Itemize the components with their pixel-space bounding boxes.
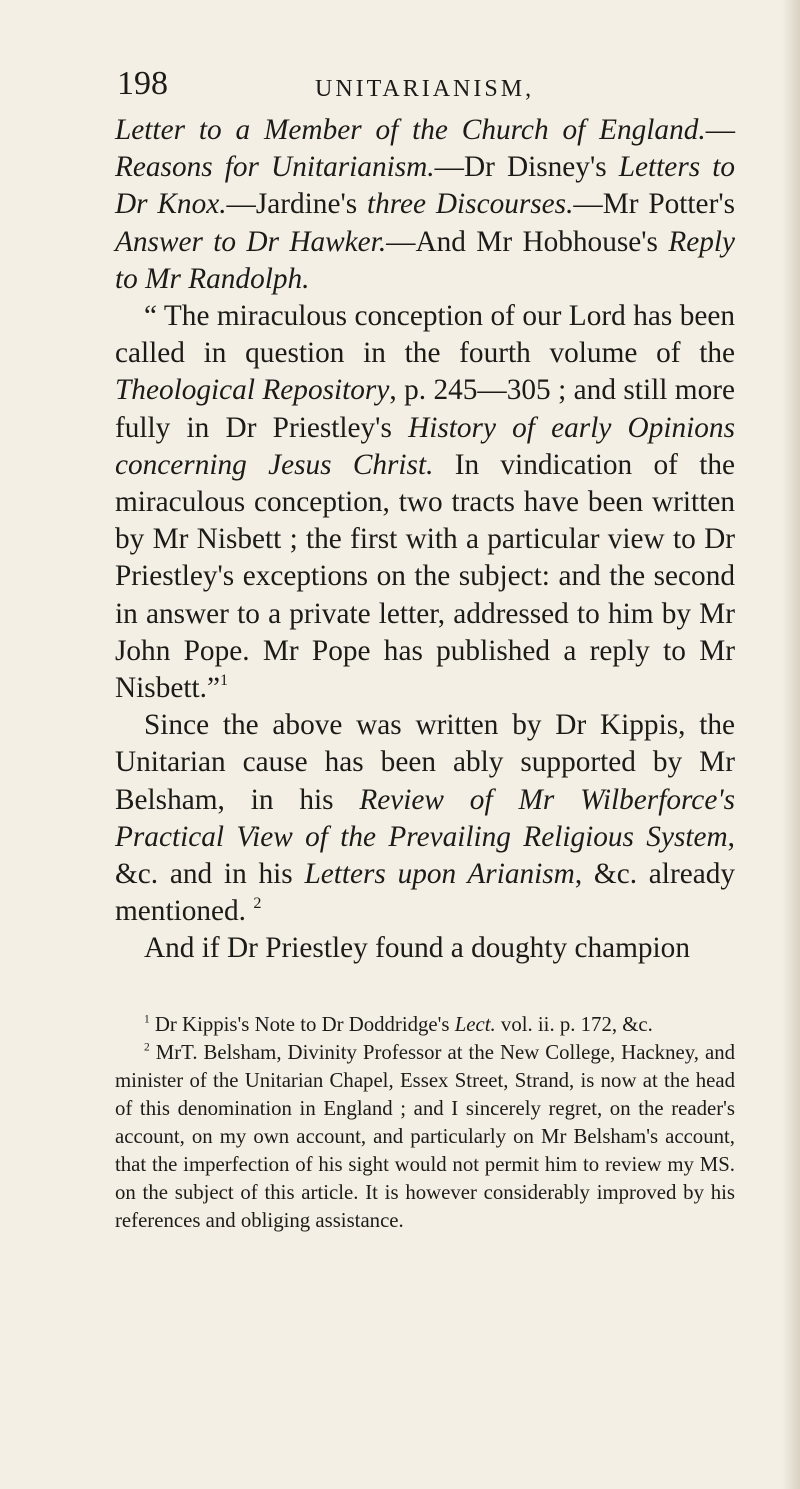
text-run: In vindication of the miraculous conception, two tracts have been written by Mr Nisbett ; the first with a particular view to Dr Priestley's exceptions on the subject: and the second in answer to a private letter, addressed to him by Mr John Pope. Mr Pope has published a reply to Mr Nisbett.” bbox=[115, 448, 735, 705]
work-title: Review of Mr Wilberforce's Practical View of the Prevailing Religious System bbox=[115, 783, 735, 853]
work-title: Reply to Mr Randolph. bbox=[115, 225, 736, 295]
text-run: —Jardine's bbox=[226, 188, 367, 221]
work-title: Lect. bbox=[454, 1013, 496, 1036]
footnote-mark-2: 2 bbox=[144, 1041, 150, 1054]
text-run: Dr Kippis's Note to Dr Doddridge's bbox=[149, 1013, 455, 1036]
running-head: UNITARIANISM, bbox=[315, 76, 535, 102]
footnote-ref-2: 2 bbox=[253, 895, 262, 913]
page-header bbox=[117, 66, 737, 106]
text-run: “ The miraculous conception of our Lord has been called in question in the fourth volume of the bbox=[115, 300, 735, 370]
text-run: vol. ii. p. 172, &c. bbox=[495, 1013, 653, 1036]
page-number: 198 bbox=[117, 65, 168, 102]
work-title: three Discourses. bbox=[366, 188, 574, 221]
work-title: History of early Opinions concerning Jesus Christ. bbox=[115, 411, 735, 481]
text-run: , &c. and in his bbox=[115, 820, 735, 891]
paragraph-belsham bbox=[115, 707, 735, 930]
paragraph-list-of-works bbox=[115, 112, 735, 298]
page-edge-shadow bbox=[782, 0, 800, 1489]
work-title: Theological Repository bbox=[115, 374, 390, 407]
text-run: , &c. already mentioned. bbox=[115, 858, 736, 928]
work-title: Letter to a Member of the Church of England. bbox=[115, 114, 706, 146]
text-run: — bbox=[705, 114, 735, 146]
work-title: Letters upon Arianism bbox=[304, 858, 575, 891]
text-run: MrT. Belsham, Divinity Professor at the New College, Hackney, and minister of the Unitarian Chapel, Essex Street, Strand, is now at the head of this denomination in England ; and I sincerely regret, on the reader's account, on my own account, and particularly on Mr Belsham's account, that the imperfection of his sight would not permit him to review my MS. on the subject of this article. It is however considerably improved by his references and obliging assistance. bbox=[115, 1041, 735, 1232]
paragraph-quotation bbox=[115, 298, 735, 707]
text-run: —And Mr Hobhouse's bbox=[386, 225, 669, 258]
text-run: And if Dr Priestley found a doughty champion bbox=[144, 932, 690, 965]
work-title: Reasons for Unitarianism. bbox=[115, 151, 435, 184]
footnote-1 bbox=[115, 1011, 735, 1039]
work-title: Letters to Dr Knox. bbox=[115, 151, 736, 221]
footnote-2 bbox=[115, 1039, 735, 1235]
paragraph-closing bbox=[115, 930, 735, 967]
footnote-mark-1: 1 bbox=[144, 1013, 150, 1026]
text-run: Since the above was written by Dr Kippis, the Unitarian cause has been ably supported by Mr Belsham, in his bbox=[115, 709, 735, 816]
footnote-ref-1: 1 bbox=[219, 671, 229, 689]
footnotes bbox=[115, 1011, 735, 1235]
text-run: , p. 245—305 ; and still more fully in Dr Priestley's bbox=[115, 374, 735, 444]
text-run: —Dr Disney's bbox=[434, 151, 619, 184]
work-title: Answer to Dr Hawker. bbox=[115, 225, 387, 258]
body-text bbox=[115, 112, 735, 968]
text-run: —Mr Potter's bbox=[573, 188, 736, 221]
